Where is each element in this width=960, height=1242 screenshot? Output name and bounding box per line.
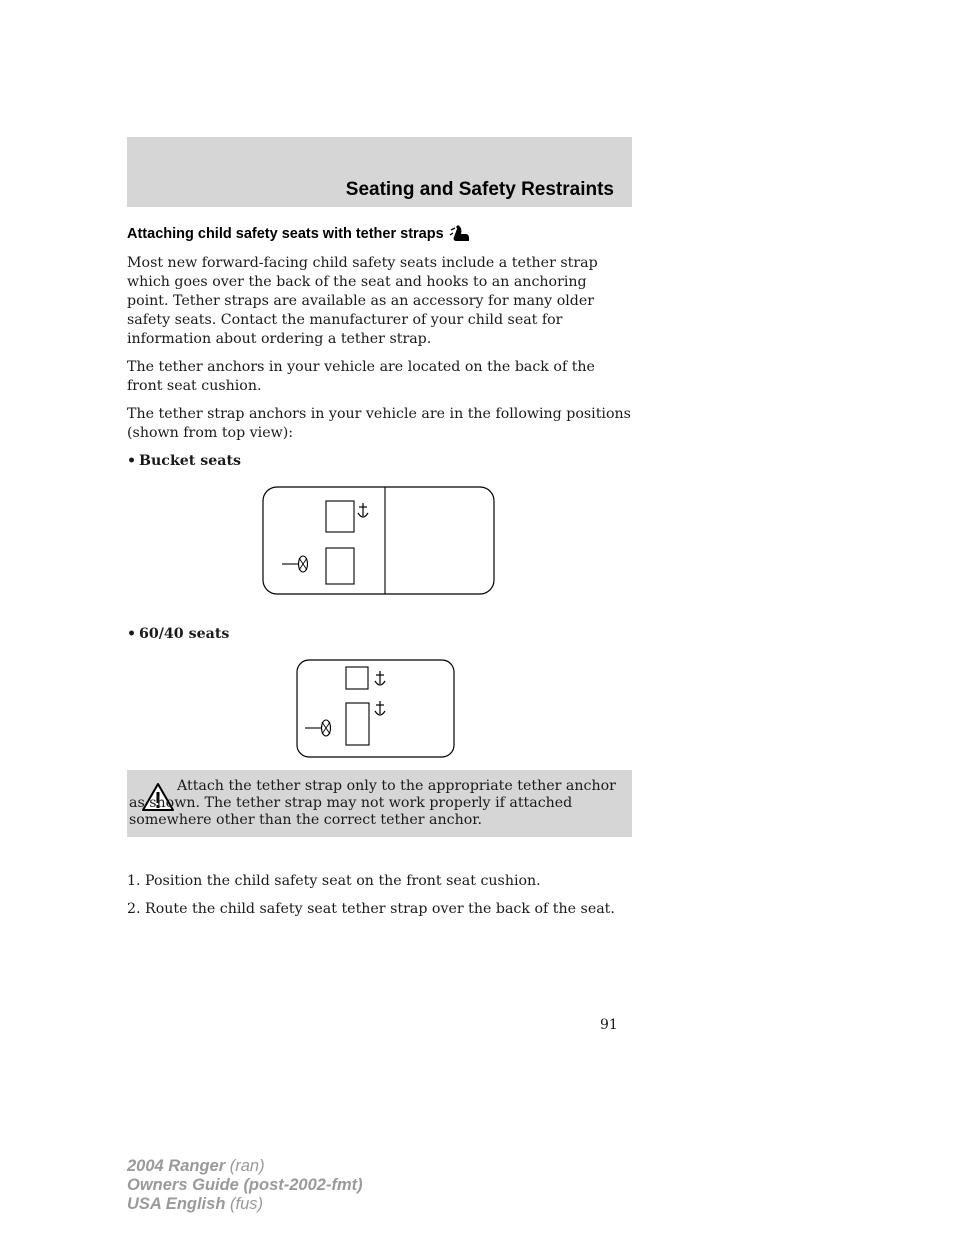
passenger-seat [326,501,354,532]
section-title: Seating and Safety Restraints [345,179,614,200]
footer-line [127,1195,363,1214]
step-item: 1. Position the child safety seat on the front seat cushion. [127,873,541,889]
vehicle-outline [263,487,494,594]
tether-anchor-icon [358,503,368,517]
passenger-seat [346,667,368,689]
driver-seat [326,548,354,584]
warning-text: Attach the tether strap only to the appropriate tether anchor as shown. The tether strap may not work properly if attached somewhere other than the correct tether anchor. [129,778,616,828]
step-item: 2. Route the child safety seat tether strap over the back of the seat. [127,901,615,917]
paragraph: Most new forward-facing child safety seats include a tether strap which goes over the back of the seat and hooks to an anchoring point. Tether straps are available as an accessory for many older safety seats. Contact the manufacturer of your child seat for information about ordering a tether strap. [127,255,598,347]
page-number: 91 [600,1017,618,1033]
header-band [127,137,632,207]
steering-wheel-icon [305,720,331,736]
bullet-item: • Bucket seats [127,453,242,469]
bullet-label: 60/40 seats [139,626,230,642]
tether-anchor-icon [375,701,385,715]
tether-anchor-icon [375,671,385,685]
footer-language-code: (fus) [230,1195,263,1213]
steering-wheel-icon [282,556,308,572]
bullet-label: Bucket seats [139,453,242,469]
footer-line [127,1157,363,1176]
footer [127,1157,363,1214]
footer-line [127,1176,363,1195]
footer-model: 2004 Ranger [127,1157,226,1175]
driver-seat [346,703,369,745]
warning-box [127,770,632,837]
footer-model-code: (ran) [229,1157,265,1175]
steps-list [127,872,632,928]
section-heading [127,224,632,244]
paragraph: The tether strap anchors in your vehicle are in the following positions (shown from top view): [127,406,631,441]
child-seat-icon [449,224,473,244]
vehicle-outline [297,660,454,757]
footer-language: USA English [127,1195,226,1213]
bucket-seats-diagram [127,477,632,607]
section-heading-text: Attaching child safety seats with tether straps [127,226,444,242]
footer-guide: Owners Guide (post-2002-fmt) [127,1176,363,1194]
bullet-item: • 60/40 seats [127,626,230,642]
main-content [127,224,632,773]
sixty-forty-seats-diagram [127,658,632,773]
paragraph: The tether anchors in your vehicle are located on the back of the front seat cushion. [127,359,595,394]
